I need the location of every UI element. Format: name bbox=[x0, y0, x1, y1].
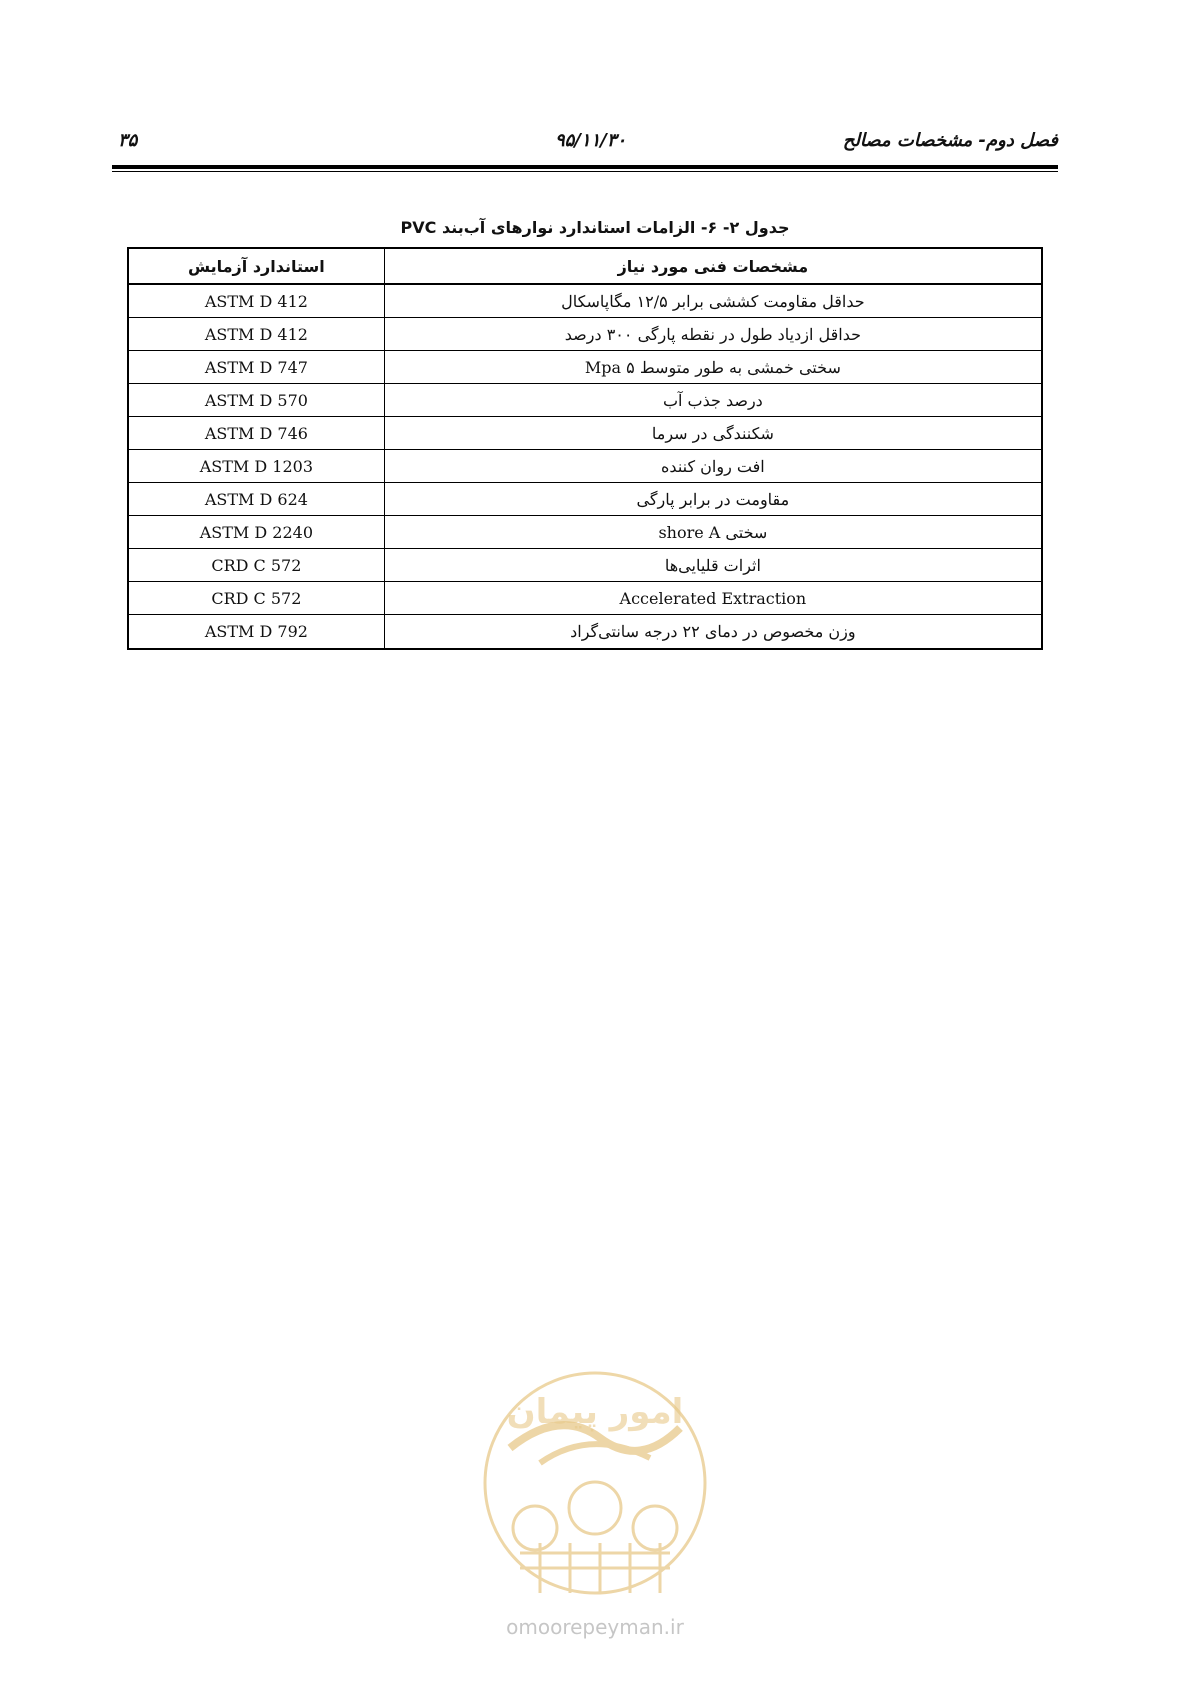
table-row bbox=[128, 582, 1042, 615]
table-row bbox=[128, 318, 1042, 351]
table-row bbox=[128, 516, 1042, 549]
cell-spec: اثرات قلیایی‌ها bbox=[384, 549, 1042, 582]
cell-standard: ASTM D 624 bbox=[128, 483, 384, 516]
cell-standard: ASTM D 412 bbox=[128, 318, 384, 351]
cell-standard: CRD C 572 bbox=[128, 549, 384, 582]
header-date: ۹۵/۱۱/۳۰ bbox=[555, 130, 627, 151]
cell-standard: ASTM D 746 bbox=[128, 417, 384, 450]
table-row bbox=[128, 615, 1042, 650]
table-row bbox=[128, 351, 1042, 384]
watermark-logo bbox=[480, 1368, 710, 1598]
cell-standard: ASTM D 412 bbox=[128, 284, 384, 318]
cell-standard: ASTM D 792 bbox=[128, 615, 384, 650]
cell-spec: درصد جذب آب bbox=[384, 384, 1042, 417]
chapter-title: فصل دوم- مشخصات مصالح bbox=[842, 130, 1058, 151]
cell-spec: سختی shore A bbox=[384, 516, 1042, 549]
cell-standard: ASTM D 747 bbox=[128, 351, 384, 384]
table-row bbox=[128, 549, 1042, 582]
cell-spec: Accelerated Extraction bbox=[384, 582, 1042, 615]
table-row bbox=[128, 384, 1042, 417]
gear-icon bbox=[569, 1482, 621, 1534]
table-row bbox=[128, 417, 1042, 450]
cell-standard: ASTM D 570 bbox=[128, 384, 384, 417]
gear-icon-left bbox=[513, 1506, 557, 1550]
cell-spec: شکنندگی در سرما bbox=[384, 417, 1042, 450]
cell-standard: ASTM D 1203 bbox=[128, 450, 384, 483]
cell-spec: حداقل ازدیاد طول در نقطه پارگی ۳۰۰ درصد bbox=[384, 318, 1042, 351]
cell-standard: CRD C 572 bbox=[128, 582, 384, 615]
table-header-row bbox=[128, 248, 1042, 284]
header-rule-thick bbox=[112, 165, 1058, 169]
table-row bbox=[128, 284, 1042, 318]
cell-spec: سختی خمشی به طور متوسط ۵ Mpa bbox=[384, 351, 1042, 384]
cell-spec: حداقل مقاومت کششی برابر ۱۲/۵ مگاپاسکال bbox=[384, 284, 1042, 318]
table-row bbox=[128, 450, 1042, 483]
table-caption: جدول ۲- ۶- الزامات استاندارد نوارهای آب‌بند PVC bbox=[400, 218, 790, 237]
cell-spec: وزن مخصوص در دمای ۲۲ درجه سانتی‌گراد bbox=[384, 615, 1042, 650]
table-body bbox=[128, 284, 1042, 649]
spec-table bbox=[127, 247, 1043, 650]
page-header bbox=[0, 0, 1190, 180]
watermark-url: omoorepeyman.ir bbox=[506, 1615, 684, 1639]
table-row bbox=[128, 483, 1042, 516]
cell-spec: مقاومت در برابر پارگی bbox=[384, 483, 1042, 516]
header-standard: استاندارد آزمایش bbox=[128, 248, 384, 284]
page-number: ۳۵ bbox=[118, 130, 138, 151]
header-rule-thin bbox=[112, 171, 1058, 172]
cell-standard: ASTM D 2240 bbox=[128, 516, 384, 549]
watermark-logo-text: امور پیمان bbox=[506, 1392, 684, 1432]
header-spec: مشخصات فنی مورد نیاز bbox=[384, 248, 1042, 284]
cell-spec: افت روان کننده bbox=[384, 450, 1042, 483]
gear-icon-right bbox=[633, 1506, 677, 1550]
